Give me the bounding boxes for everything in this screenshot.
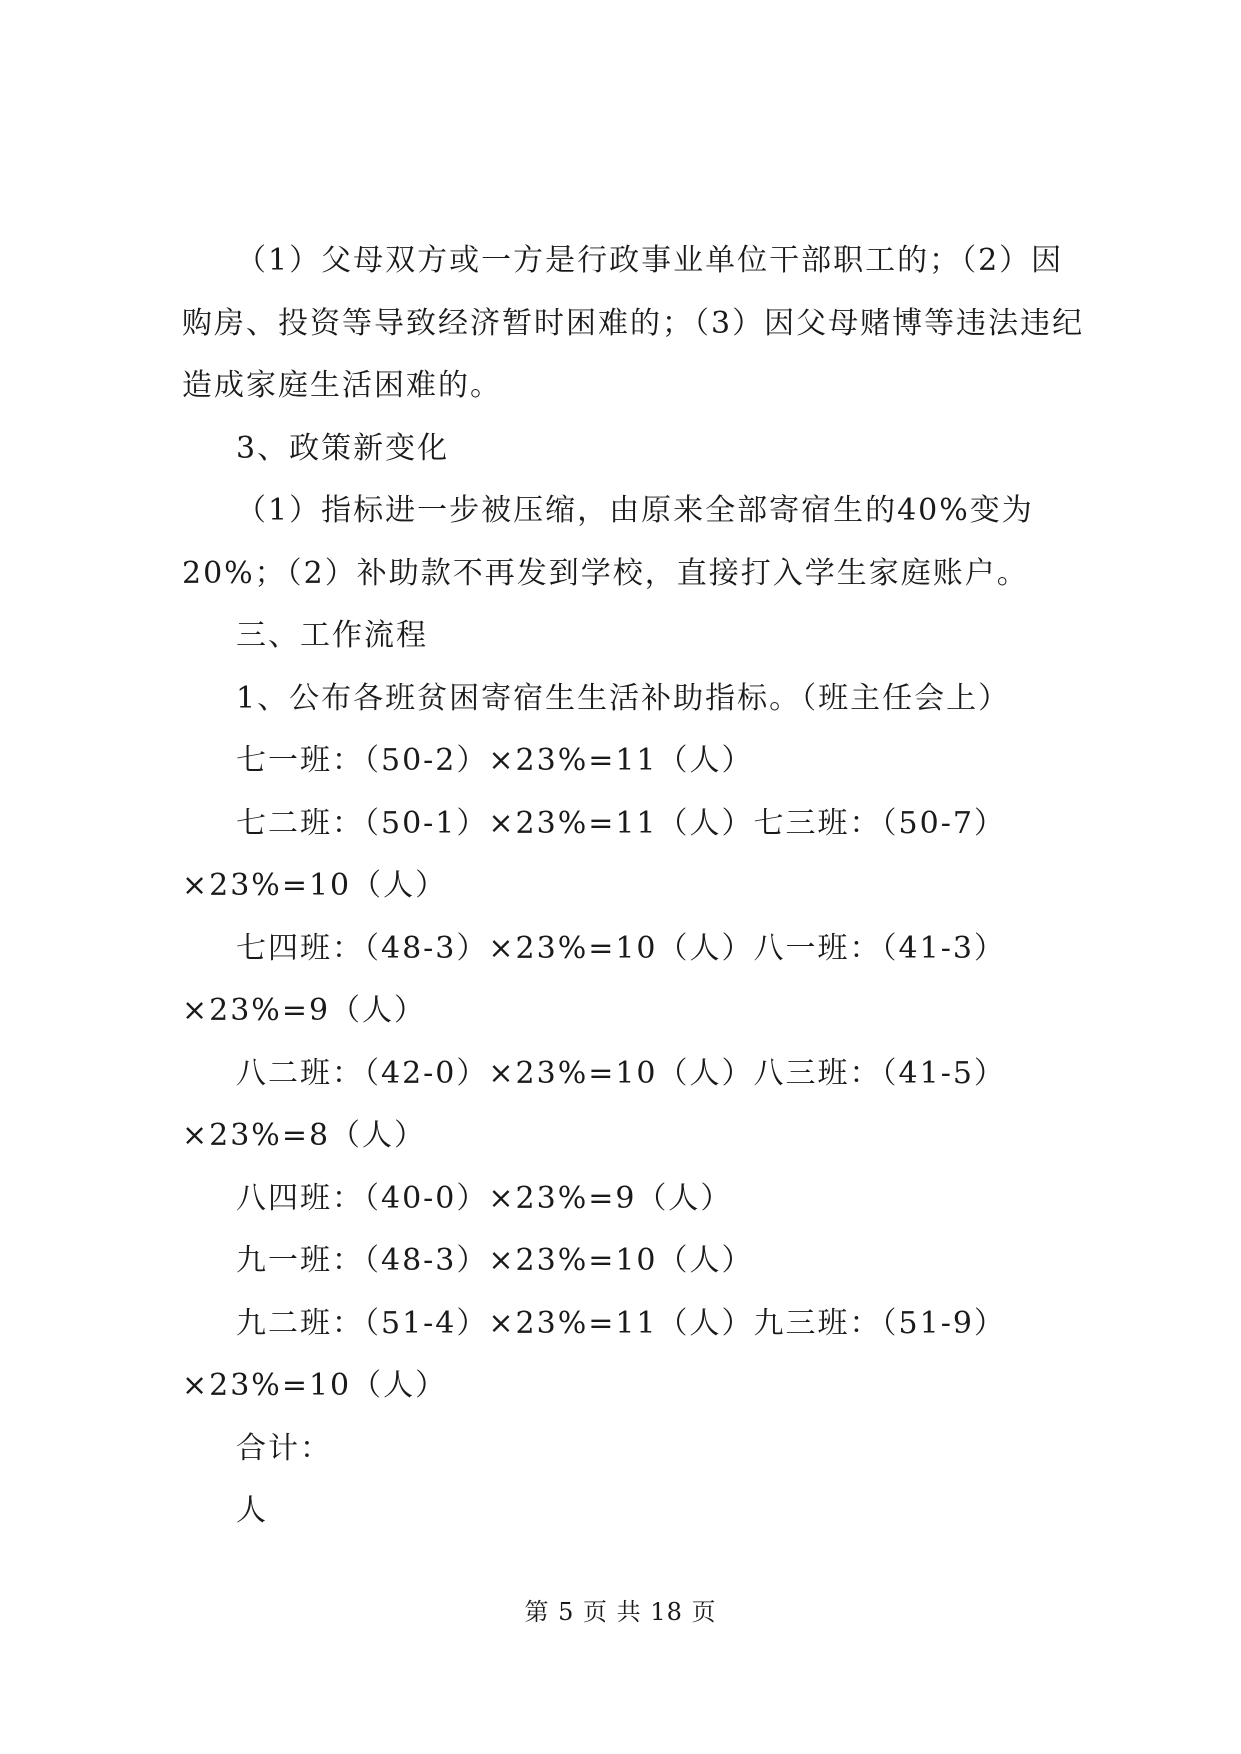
page-footer: 第 5 页 共 18 页 bbox=[524, 1598, 717, 1626]
heading-policy-changes: 3、政策新变化 bbox=[236, 430, 450, 466]
quota-line-class-7-1: 七一班：（50-2）×23%=11（人） bbox=[236, 743, 754, 778]
quota-line-class-7-2-7-3: 七二班：（50-1）×23%=11（人）七三班：（50-7）×23%=10（人） bbox=[182, 805, 1006, 903]
total-unit: 人 bbox=[236, 1493, 268, 1528]
paragraph-ineligible-conditions: （1）父母双方或一方是行政事业单位干部职工的；（2）因购房、投资等导致经济暂时困难的；（3）因父母赌博等违法违纪造成家庭生活困难的。 bbox=[182, 243, 1085, 403]
quota-line-class-8-2-8-3: 八二班：（42-0）×23%=10（人）八三班：（41-5）×23%=8（人） bbox=[182, 1055, 1006, 1153]
total-label: 合计： bbox=[236, 1430, 332, 1466]
heading-work-process: 三、工作流程 bbox=[236, 618, 428, 653]
quota-line-class-8-4: 八四班：（40-0）×23%=9（人） bbox=[236, 1180, 733, 1216]
quota-line-class-9-1: 九一班：（48-3）×23%=10（人） bbox=[236, 1243, 754, 1278]
heading-publish-quotas: 1、公布各班贫困寄宿生生活补助指标。（班主任会上） bbox=[236, 680, 1011, 716]
paragraph-policy-changes: （1）指标进一步被压缩，由原来全部寄宿生的40%变为20%；（2）补助款不再发到学校，直接打入学生家庭账户。 bbox=[182, 493, 1034, 591]
document-body bbox=[182, 230, 1090, 1543]
quota-line-class-7-4-8-1: 七四班：（48-3）×23%=10（人）八一班：（41-3）×23%=9（人） bbox=[182, 930, 1006, 1028]
quota-line-class-9-2-9-3: 九二班：（51-4）×23%=11（人）九三班：（51-9）×23%=10（人） bbox=[182, 1305, 1006, 1403]
